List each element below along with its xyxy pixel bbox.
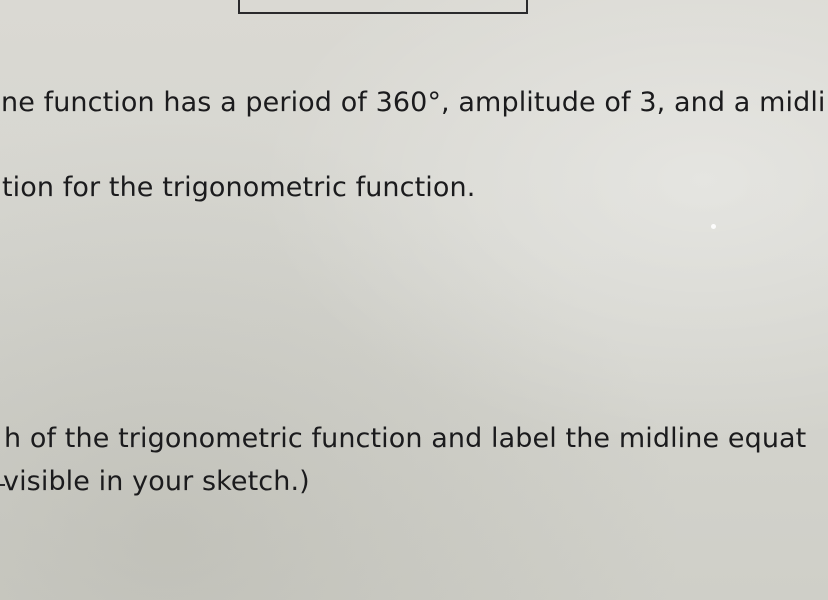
light-reflection	[711, 224, 716, 229]
problem-statement-line: ne function has a period of 360°, amplitude of 3, and a midli	[1, 87, 826, 118]
answer-box	[238, 0, 528, 14]
instruction-line-visible: visible in your sketch.)	[3, 466, 310, 497]
instruction-line-sketch: h of the trigonometric function and label the midline equat	[4, 423, 807, 454]
instruction-line-equation: tion for the trigonometric function.	[2, 172, 476, 203]
header-text-fragment	[748, 0, 828, 6]
